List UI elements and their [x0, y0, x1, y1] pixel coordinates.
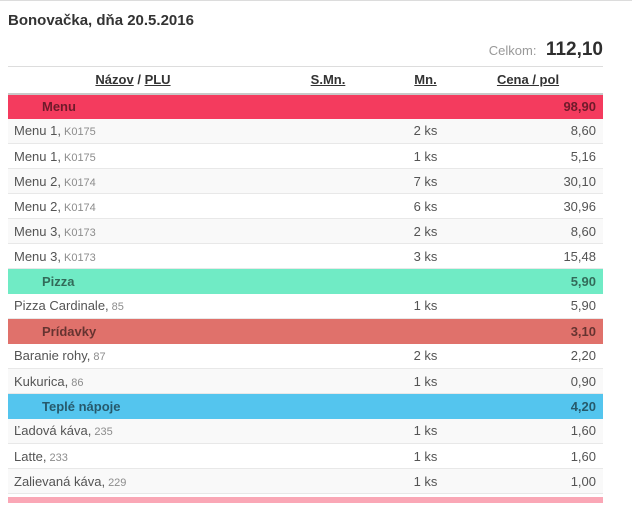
item-plu: 235 [94, 426, 113, 439]
name-plu-separator: / [133, 72, 145, 88]
item-qty: 1 ks [398, 144, 453, 169]
item-smn [258, 469, 398, 494]
item-name-cell [8, 219, 258, 244]
item-plu: K0175 [63, 151, 96, 164]
item-qty: 6 ks [398, 194, 453, 219]
item-qty: 1 ks [398, 294, 453, 319]
item-price: 1,60 [453, 419, 603, 444]
item-smn [258, 194, 398, 219]
category-label: Menu [42, 99, 76, 114]
item-row [8, 469, 603, 494]
item-smn [258, 219, 398, 244]
bon-report-table [8, 66, 603, 494]
col-header-name [8, 67, 258, 94]
category-total: 3,10 [570, 323, 596, 339]
item-qty: 2 ks [398, 119, 453, 144]
item-plu: 85 [111, 301, 124, 314]
item-name-cell [8, 144, 258, 169]
category-total: 98,90 [563, 99, 596, 114]
item-smn [258, 119, 398, 144]
item-row [8, 419, 603, 444]
item-price: 30,10 [453, 169, 603, 194]
item-row [8, 244, 603, 269]
item-smn [258, 419, 398, 444]
item-name: Ľadová káva, [14, 423, 92, 439]
item-smn [258, 344, 398, 369]
item-plu: 87 [93, 351, 106, 364]
item-name: Kukurica, [14, 373, 69, 389]
item-row [8, 169, 603, 194]
partial-next-category-row [8, 497, 603, 503]
item-name: Pizza Cardinale, [14, 298, 109, 314]
col-header-mn [398, 67, 453, 94]
item-price: 1,60 [453, 444, 603, 469]
item-name: Menu 2, [14, 198, 61, 214]
item-qty: 1 ks [398, 469, 453, 494]
item-row [8, 194, 603, 219]
item-name-cell [8, 194, 258, 219]
total-label: Celkom: [488, 43, 537, 58]
category-total: 4,20 [570, 398, 596, 414]
category-row [8, 394, 603, 419]
item-name: Menu 1, [14, 123, 61, 139]
table-header [8, 67, 603, 94]
category-label: Teplé nápoje [42, 398, 121, 414]
item-name-cell [8, 169, 258, 194]
sort-link-plu[interactable]: PLU [144, 72, 171, 88]
category-label: Pizza [42, 273, 75, 289]
item-qty: 7 ks [398, 169, 453, 194]
item-smn [258, 294, 398, 319]
item-name-cell [8, 469, 258, 494]
item-row [8, 294, 603, 319]
item-row [8, 219, 603, 244]
category-total: 5,90 [570, 273, 596, 289]
item-row [8, 369, 603, 394]
item-name-cell [8, 244, 258, 269]
item-name-cell [8, 344, 258, 369]
item-price: 8,60 [453, 219, 603, 244]
item-plu: 229 [108, 476, 127, 489]
item-name: Menu 3, [14, 248, 61, 264]
category-row [8, 269, 603, 294]
item-name: Zalievaná káva, [14, 473, 106, 489]
item-qty: 1 ks [398, 369, 453, 394]
item-smn [258, 369, 398, 394]
sort-link-smn[interactable]: S.Mn. [310, 72, 346, 88]
table-body [8, 94, 603, 494]
item-name: Menu 2, [14, 173, 61, 189]
category-row [8, 94, 603, 119]
total-bar [8, 39, 603, 62]
item-smn [258, 244, 398, 269]
item-price: 5,90 [453, 294, 603, 319]
item-row [8, 119, 603, 144]
item-qty: 2 ks [398, 344, 453, 369]
category-label: Prídavky [42, 323, 97, 339]
col-header-smn [258, 67, 398, 94]
item-qty: 1 ks [398, 444, 453, 469]
col-header-cena-pol [453, 67, 603, 94]
item-name: Baranie rohy, [14, 348, 91, 364]
item-plu: K0174 [63, 201, 96, 214]
item-name-cell [8, 294, 258, 319]
item-plu: K0175 [63, 126, 96, 139]
item-smn [258, 444, 398, 469]
item-qty: 3 ks [398, 244, 453, 269]
item-name-cell [8, 119, 258, 144]
item-name: Menu 1, [14, 148, 61, 164]
item-name: Menu 3, [14, 223, 61, 239]
item-name: Latte, [14, 448, 47, 464]
item-plu: 86 [71, 376, 84, 389]
item-plu: K0174 [63, 176, 96, 189]
item-price: 2,20 [453, 344, 603, 369]
item-plu: 233 [49, 451, 68, 464]
sort-link-cena-pol[interactable]: Cena / pol [496, 72, 560, 88]
item-name-cell [8, 369, 258, 394]
sort-link-mn[interactable]: Mn. [414, 72, 437, 88]
item-row [8, 144, 603, 169]
item-row [8, 344, 603, 369]
header-row [8, 67, 603, 94]
item-qty: 1 ks [398, 419, 453, 444]
category-row [8, 319, 603, 344]
item-price: 5,16 [453, 144, 603, 169]
item-price: 8,60 [453, 119, 603, 144]
item-plu: K0173 [63, 226, 96, 239]
item-name-cell [8, 444, 258, 469]
item-price: 0,90 [453, 369, 603, 394]
item-price: 15,48 [453, 244, 603, 269]
item-qty: 2 ks [398, 219, 453, 244]
item-price: 30,96 [453, 194, 603, 219]
total-value: 112,10 [545, 39, 603, 60]
item-smn [258, 144, 398, 169]
item-row [8, 444, 603, 469]
item-name-cell [8, 419, 258, 444]
item-price: 1,00 [453, 469, 603, 494]
report-page [0, 1, 632, 503]
item-smn [258, 169, 398, 194]
page-title: Bonovačka, dňa 20.5.2016 [8, 12, 194, 29]
sort-link-nazov[interactable]: Názov [95, 72, 134, 88]
item-plu: K0173 [63, 251, 96, 264]
